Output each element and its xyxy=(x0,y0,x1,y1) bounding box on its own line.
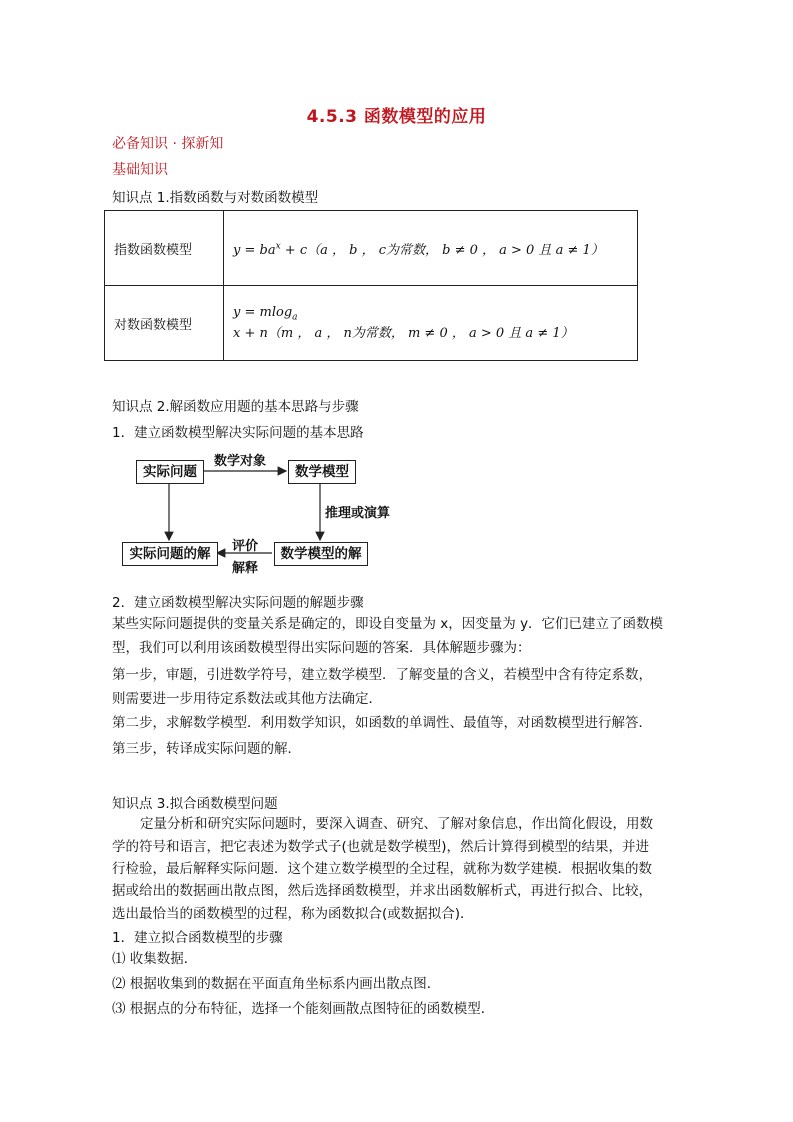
formula-part: y = mlog xyxy=(233,304,293,320)
kp3-para-line3: 行检验，最后解释实际问题．这个建立数学模型的全过程，就称为数学建模．根据收集的数 xyxy=(112,861,652,877)
kp3-step2: ⑵ 根据收集到的数据在平面直角坐标系内画出散点图． xyxy=(112,976,441,992)
kp1-heading: 知识点 1.指数函数与对数函数模型 xyxy=(112,190,319,206)
formula-subscript: a xyxy=(292,312,298,323)
formula-part: + c（a ， b ， c为常数， b ≠ 0 ， a > 0 且 a ≠ 1） xyxy=(280,242,604,258)
kp2-heading: 知识点 2.解函数应用题的基本思路与步骤 xyxy=(112,399,359,415)
kp2-intro-line2: 型，我们可以利用该函数模型得出实际问题的答案．具体解题步骤为： xyxy=(112,640,531,656)
label-math-object: 数学对象 xyxy=(214,454,267,469)
kp2-step2: 第二步，求解数学模型．利用数学知识，如函数的单调性、最值等，对函数模型进行解答． xyxy=(112,715,652,731)
kp2-intro-line1: 某些实际问题提供的变量关系是确定的，即设自变量为 x，因变量为 y．它们已建立了函数模 xyxy=(112,616,664,632)
kp2-step1-line1: 第一步，审题，引进数学符号，建立数学模型．了解变量的含义，若模型中含有待定系数， xyxy=(112,667,652,683)
formula-part: x + n（m ， a ， n为常数， m ≠ 0 ， a > 0 且 a ≠ 1） xyxy=(233,326,574,342)
page-title: 4.5.3 函数模型的应用 xyxy=(306,107,487,127)
kp3-heading: 知识点 3.拟合函数模型问题 xyxy=(112,796,278,812)
kp3-para-line4: 据或给出的数据画出散点图，然后选择函数模型，并求出函数解析式，再进行拟合、比较， xyxy=(112,883,652,899)
label-explain: 解释 xyxy=(232,561,259,576)
model-label: 指数函数模型 xyxy=(105,211,224,286)
kp2-step3: 第三步，转译成实际问题的解． xyxy=(112,741,301,757)
kp2-item1: 1．建立函数模型解决实际问题的基本思路 xyxy=(112,425,364,441)
formula-exponent: x xyxy=(275,241,281,252)
kp3-para-line1: 定量分析和研究实际问题时，要深入调查、研究、了解对象信息，作出简化假设，用数 xyxy=(140,816,653,832)
label-reasoning: 推理或演算 xyxy=(325,506,391,521)
label-evaluate: 评价 xyxy=(232,539,259,554)
box-math-model: 数学模型 xyxy=(288,460,356,484)
box-real-problem: 实际问题 xyxy=(136,460,204,484)
subsection-heading: 基础知识 xyxy=(112,162,168,178)
kp2-item2: 2．建立函数模型解决实际问题的解题步骤 xyxy=(112,595,364,611)
kp3-step3: ⑶ 根据点的分布特征，选择一个能刻画散点图特征的函数模型． xyxy=(112,1001,495,1017)
kp3-para-line2: 学的符号和语言，把它表述为数学式子(也就是数学模型)，然后计算得到模型的结果，并进 xyxy=(112,839,650,855)
formula-part: y = ba xyxy=(233,242,276,258)
kp3-para-line5: 选出最恰当的函数模型的过程，称为函数拟合(或数据拟合)． xyxy=(112,906,474,922)
kp3-item1: 1．建立拟合函数模型的步骤 xyxy=(112,930,283,946)
kp3-step1: ⑴ 收集数据． xyxy=(112,951,198,967)
kp2-step1-line2: 则需要进一步用待定系数法或其他方法确定． xyxy=(112,691,382,707)
box-real-solution: 实际问题的解 xyxy=(122,542,218,566)
section-heading: 必备知识 · 探新知 xyxy=(112,136,224,152)
box-model-solution: 数学模型的解 xyxy=(274,542,368,566)
model-label: 对数函数模型 xyxy=(105,286,224,361)
